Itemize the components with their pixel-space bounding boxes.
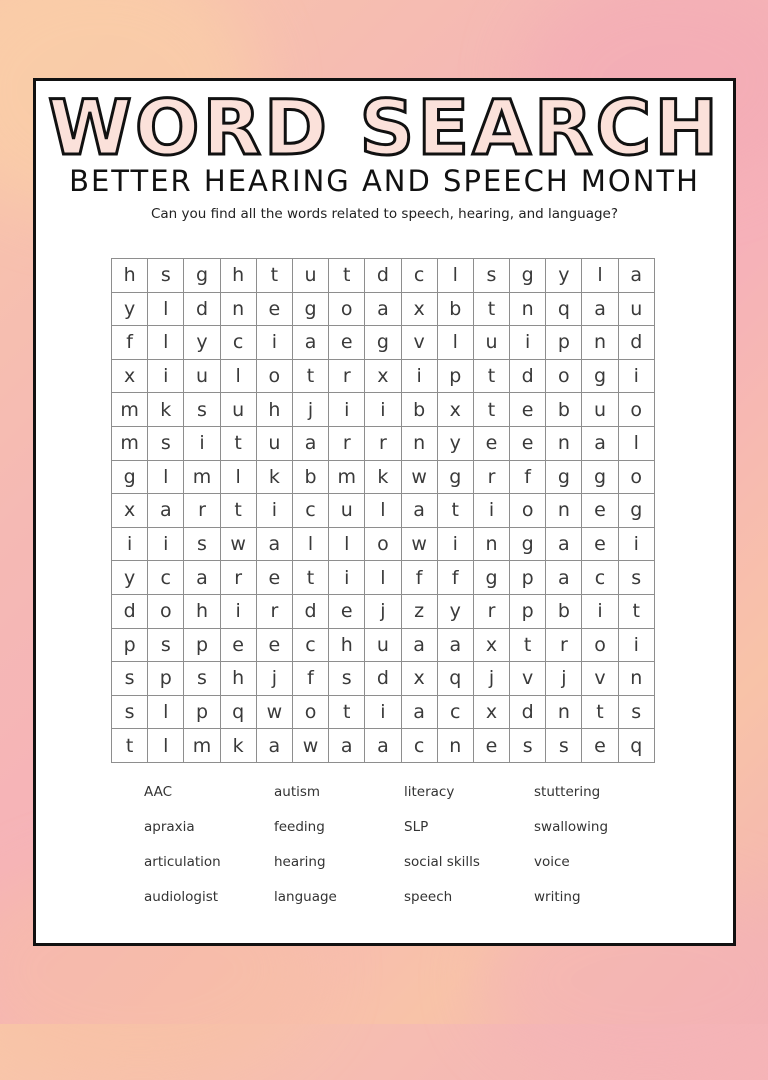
grid-cell[interactable]: p <box>437 359 473 393</box>
grid-cell[interactable]: r <box>329 359 365 393</box>
grid-cell[interactable]: m <box>112 426 148 460</box>
grid-row <box>112 729 655 763</box>
grid-cell[interactable]: v <box>582 662 618 696</box>
grid-cell[interactable]: e <box>510 426 546 460</box>
letter-grid <box>111 258 655 763</box>
grid-cell[interactable]: t <box>329 695 365 729</box>
grid-cell[interactable]: f <box>112 326 148 360</box>
grid-row <box>112 393 655 427</box>
grid-cell[interactable]: g <box>112 460 148 494</box>
grid-cell[interactable]: e <box>329 326 365 360</box>
grid-cell[interactable]: a <box>401 695 437 729</box>
grid-cell[interactable]: g <box>292 292 328 326</box>
grid-cell[interactable]: l <box>437 326 473 360</box>
grid-cell[interactable]: g <box>582 359 618 393</box>
grid-cell[interactable]: o <box>292 695 328 729</box>
grid-cell[interactable]: n <box>546 695 582 729</box>
grid-cell[interactable]: i <box>220 594 256 628</box>
word-list <box>144 784 664 924</box>
grid-cell[interactable]: e <box>256 628 292 662</box>
grid-cell[interactable]: h <box>329 628 365 662</box>
grid-cell[interactable]: a <box>148 494 184 528</box>
grid-cell[interactable]: m <box>184 729 220 763</box>
grid-cell[interactable]: m <box>112 393 148 427</box>
grid-cell[interactable]: l <box>148 460 184 494</box>
grid-cell[interactable]: u <box>256 426 292 460</box>
grid-cell[interactable]: i <box>148 359 184 393</box>
grid-cell[interactable]: i <box>582 594 618 628</box>
grid-cell[interactable]: i <box>437 527 473 561</box>
grid-row <box>112 628 655 662</box>
grid-cell[interactable]: l <box>148 326 184 360</box>
grid-cell[interactable]: f <box>510 460 546 494</box>
grid-cell[interactable]: s <box>148 426 184 460</box>
grid-cell[interactable]: a <box>401 628 437 662</box>
grid-cell[interactable]: p <box>112 628 148 662</box>
grid-cell[interactable]: b <box>437 292 473 326</box>
grid-cell[interactable]: i <box>618 359 654 393</box>
grid-cell[interactable]: o <box>256 359 292 393</box>
grid-cell[interactable]: s <box>148 628 184 662</box>
grid-cell[interactable]: g <box>618 494 654 528</box>
grid-cell[interactable]: l <box>220 359 256 393</box>
word-list-item: articulation <box>144 854 221 870</box>
grid-cell[interactable]: l <box>365 561 401 595</box>
grid-cell[interactable]: o <box>618 393 654 427</box>
grid-cell[interactable]: a <box>582 292 618 326</box>
grid-cell[interactable]: s <box>618 561 654 595</box>
grid-cell[interactable]: y <box>437 594 473 628</box>
grid-cell[interactable]: c <box>582 561 618 595</box>
grid-cell[interactable]: r <box>473 460 509 494</box>
word-list-item: literacy <box>404 784 455 800</box>
grid-cell[interactable]: v <box>510 662 546 696</box>
grid-cell[interactable]: h <box>220 662 256 696</box>
grid-cell[interactable]: a <box>546 527 582 561</box>
grid-cell[interactable]: l <box>220 460 256 494</box>
grid-cell[interactable]: q <box>220 695 256 729</box>
grid-cell[interactable]: x <box>401 662 437 696</box>
grid-cell[interactable]: c <box>292 494 328 528</box>
grid-cell[interactable]: c <box>401 729 437 763</box>
grid-cell[interactable]: k <box>365 460 401 494</box>
grid-cell[interactable]: j <box>256 662 292 696</box>
instruction-text: Can you find all the words related to speech, hearing, and language? <box>150 206 619 222</box>
grid-cell[interactable]: s <box>473 259 509 293</box>
grid-cell[interactable]: e <box>582 527 618 561</box>
grid-cell[interactable]: a <box>437 628 473 662</box>
grid-cell[interactable]: d <box>365 259 401 293</box>
grid-cell[interactable]: n <box>582 326 618 360</box>
grid-cell[interactable]: t <box>618 594 654 628</box>
grid-cell[interactable]: s <box>112 695 148 729</box>
grid-cell[interactable]: m <box>184 460 220 494</box>
grid-cell[interactable]: j <box>292 393 328 427</box>
grid-cell[interactable]: a <box>256 729 292 763</box>
grid-cell[interactable]: p <box>510 594 546 628</box>
grid-cell[interactable]: g <box>510 259 546 293</box>
grid-cell[interactable]: l <box>365 494 401 528</box>
grid-cell[interactable]: a <box>365 292 401 326</box>
grid-cell[interactable]: o <box>365 527 401 561</box>
grid-cell[interactable]: g <box>473 561 509 595</box>
grid-cell[interactable]: b <box>546 594 582 628</box>
grid-cell[interactable]: h <box>112 259 148 293</box>
grid-cell[interactable]: q <box>546 292 582 326</box>
grid-cell[interactable]: h <box>220 259 256 293</box>
grid-cell[interactable]: s <box>618 695 654 729</box>
grid-cell[interactable]: t <box>112 729 148 763</box>
grid-cell[interactable]: x <box>437 393 473 427</box>
grid-row <box>112 494 655 528</box>
grid-cell[interactable]: c <box>292 628 328 662</box>
grid-cell[interactable]: s <box>184 393 220 427</box>
grid-cell[interactable]: w <box>256 695 292 729</box>
grid-cell[interactable]: t <box>292 359 328 393</box>
grid-cell[interactable]: i <box>329 561 365 595</box>
grid-cell[interactable]: d <box>510 359 546 393</box>
grid-cell[interactable]: d <box>365 662 401 696</box>
grid-row <box>112 259 655 293</box>
grid-cell[interactable]: p <box>546 326 582 360</box>
grid-cell[interactable]: b <box>546 393 582 427</box>
grid-cell[interactable]: k <box>220 729 256 763</box>
grid-cell[interactable]: r <box>184 494 220 528</box>
grid-cell[interactable]: s <box>510 729 546 763</box>
grid-cell[interactable]: y <box>112 292 148 326</box>
grid-cell[interactable]: d <box>112 594 148 628</box>
grid-cell[interactable]: j <box>365 594 401 628</box>
grid-cell[interactable]: p <box>510 561 546 595</box>
grid-cell[interactable]: y <box>546 259 582 293</box>
grid-cell[interactable]: j <box>473 662 509 696</box>
grid-cell[interactable]: l <box>618 426 654 460</box>
grid-cell[interactable]: g <box>546 460 582 494</box>
grid-cell[interactable]: e <box>473 729 509 763</box>
grid-cell[interactable]: x <box>401 292 437 326</box>
grid-cell[interactable]: e <box>329 594 365 628</box>
word-list-item: writing <box>534 889 581 905</box>
grid-cell[interactable]: c <box>220 326 256 360</box>
grid-cell[interactable]: i <box>618 628 654 662</box>
grid-cell[interactable]: h <box>184 594 220 628</box>
grid-cell[interactable]: u <box>473 326 509 360</box>
word-list-item: swallowing <box>534 819 609 835</box>
word-list-item: feeding <box>274 819 325 835</box>
grid-cell[interactable]: u <box>618 292 654 326</box>
grid-cell[interactable]: i <box>329 393 365 427</box>
grid-cell[interactable]: p <box>184 695 220 729</box>
grid-cell[interactable]: a <box>546 561 582 595</box>
grid-cell[interactable]: i <box>401 359 437 393</box>
grid-cell[interactable]: f <box>401 561 437 595</box>
grid-cell[interactable]: u <box>184 359 220 393</box>
word-list-item: stuttering <box>534 784 601 800</box>
word-list-item: AAC <box>144 784 173 800</box>
grid-row <box>112 292 655 326</box>
word-list-item: SLP <box>404 819 429 835</box>
grid-cell[interactable]: b <box>292 460 328 494</box>
grid-cell[interactable]: o <box>582 628 618 662</box>
grid-cell[interactable]: u <box>582 393 618 427</box>
grid-cell[interactable]: a <box>184 561 220 595</box>
grid-cell[interactable]: l <box>148 695 184 729</box>
grid-cell[interactable]: a <box>618 259 654 293</box>
grid-cell[interactable]: p <box>148 662 184 696</box>
grid-cell[interactable]: t <box>292 561 328 595</box>
grid-cell[interactable]: y <box>184 326 220 360</box>
grid-cell[interactable]: d <box>618 326 654 360</box>
word-list-item: voice <box>534 854 570 870</box>
grid-cell[interactable]: g <box>437 460 473 494</box>
grid-cell[interactable]: n <box>401 426 437 460</box>
grid-row <box>112 561 655 595</box>
grid-cell[interactable]: l <box>148 729 184 763</box>
grid-cell[interactable]: u <box>329 494 365 528</box>
grid-row <box>112 662 655 696</box>
grid-cell[interactable]: d <box>184 292 220 326</box>
grid-cell[interactable]: i <box>184 426 220 460</box>
grid-cell[interactable]: a <box>365 729 401 763</box>
grid-cell[interactable]: u <box>365 628 401 662</box>
grid-cell[interactable]: y <box>112 561 148 595</box>
grid-cell[interactable]: a <box>582 426 618 460</box>
grid-cell[interactable]: i <box>256 494 292 528</box>
grid-row <box>112 695 655 729</box>
grid-cell[interactable]: k <box>148 393 184 427</box>
grid-cell[interactable]: y <box>437 426 473 460</box>
grid-cell[interactable]: l <box>292 527 328 561</box>
grid-cell[interactable]: a <box>292 326 328 360</box>
grid-cell[interactable]: x <box>473 695 509 729</box>
grid-cell[interactable]: e <box>256 292 292 326</box>
grid-cell[interactable]: e <box>256 561 292 595</box>
grid-cell[interactable]: n <box>546 426 582 460</box>
grid-cell[interactable]: t <box>220 494 256 528</box>
word-list-item: speech <box>404 889 453 905</box>
grid-cell[interactable]: w <box>292 729 328 763</box>
grid-cell[interactable]: g <box>582 460 618 494</box>
grid-cell[interactable]: i <box>365 695 401 729</box>
word-list-item: hearing <box>274 854 326 870</box>
worksheet <box>33 78 736 946</box>
grid-cell[interactable]: j <box>546 662 582 696</box>
grid-cell[interactable]: u <box>220 393 256 427</box>
grid-cell[interactable]: t <box>437 494 473 528</box>
grid-cell[interactable]: x <box>112 494 148 528</box>
grid-cell[interactable]: b <box>401 393 437 427</box>
grid-cell[interactable]: r <box>329 426 365 460</box>
grid-cell[interactable]: a <box>329 729 365 763</box>
grid-cell[interactable]: n <box>510 292 546 326</box>
grid-cell[interactable]: a <box>256 527 292 561</box>
grid-cell[interactable]: r <box>473 594 509 628</box>
grid-cell[interactable]: i <box>618 527 654 561</box>
grid-cell[interactable]: h <box>256 393 292 427</box>
grid-cell[interactable]: x <box>112 359 148 393</box>
grid-cell[interactable]: n <box>220 292 256 326</box>
grid-cell[interactable]: r <box>220 561 256 595</box>
grid-cell[interactable]: d <box>510 695 546 729</box>
grid-cell[interactable]: p <box>184 628 220 662</box>
grid-cell[interactable]: g <box>365 326 401 360</box>
grid-cell[interactable]: f <box>437 561 473 595</box>
grid-cell[interactable]: o <box>510 494 546 528</box>
grid-cell[interactable]: o <box>148 594 184 628</box>
grid-cell[interactable]: i <box>510 326 546 360</box>
grid-cell[interactable]: n <box>473 527 509 561</box>
grid-cell[interactable]: x <box>365 359 401 393</box>
grid-cell[interactable]: l <box>582 259 618 293</box>
grid-cell[interactable]: s <box>184 662 220 696</box>
grid-cell[interactable]: n <box>546 494 582 528</box>
grid-cell[interactable]: s <box>112 662 148 696</box>
grid-cell[interactable]: i <box>365 393 401 427</box>
grid-cell[interactable]: q <box>437 662 473 696</box>
grid-cell[interactable]: w <box>220 527 256 561</box>
grid-cell[interactable]: o <box>546 359 582 393</box>
grid-cell[interactable]: c <box>401 259 437 293</box>
grid-cell[interactable]: i <box>148 527 184 561</box>
grid-cell[interactable]: l <box>437 259 473 293</box>
grid-row <box>112 460 655 494</box>
page-title: WORD SEARCH <box>48 83 721 172</box>
grid-row <box>112 527 655 561</box>
grid-cell[interactable]: e <box>473 426 509 460</box>
grid-cell[interactable]: g <box>184 259 220 293</box>
word-list-item: social skills <box>404 854 480 870</box>
grid-cell[interactable]: s <box>329 662 365 696</box>
grid-cell[interactable]: a <box>401 494 437 528</box>
grid-cell[interactable]: i <box>473 494 509 528</box>
grid-cell[interactable]: a <box>292 426 328 460</box>
grid-cell[interactable]: m <box>329 460 365 494</box>
grid-cell[interactable]: s <box>184 527 220 561</box>
grid-cell[interactable]: l <box>148 292 184 326</box>
grid-cell[interactable]: g <box>510 527 546 561</box>
grid-cell[interactable]: v <box>401 326 437 360</box>
grid-cell[interactable]: u <box>292 259 328 293</box>
grid-cell[interactable]: i <box>256 326 292 360</box>
grid-cell[interactable]: c <box>148 561 184 595</box>
grid-cell[interactable]: z <box>401 594 437 628</box>
grid-cell[interactable]: k <box>256 460 292 494</box>
grid-cell[interactable]: q <box>618 729 654 763</box>
word-list-item: language <box>274 889 337 905</box>
grid-cell[interactable]: s <box>148 259 184 293</box>
word-list-item: audiologist <box>144 889 219 905</box>
grid-cell[interactable]: w <box>401 460 437 494</box>
grid-cell[interactable]: t <box>473 292 509 326</box>
grid-cell[interactable]: n <box>437 729 473 763</box>
grid-cell[interactable]: w <box>401 527 437 561</box>
word-list-item: apraxia <box>144 819 195 835</box>
grid-cell[interactable]: t <box>510 628 546 662</box>
grid-cell[interactable]: e <box>582 494 618 528</box>
grid-cell[interactable]: t <box>220 426 256 460</box>
word-list-item: autism <box>274 784 321 800</box>
grid-cell[interactable]: r <box>365 426 401 460</box>
grid-cell[interactable]: n <box>618 662 654 696</box>
grid-cell[interactable]: d <box>292 594 328 628</box>
grid-cell[interactable]: t <box>329 259 365 293</box>
grid-cell[interactable]: t <box>473 359 509 393</box>
grid-cell[interactable]: l <box>329 527 365 561</box>
grid-cell[interactable]: o <box>618 460 654 494</box>
grid-cell[interactable]: o <box>329 292 365 326</box>
grid-row <box>112 326 655 360</box>
grid-row <box>112 594 655 628</box>
grid-cell[interactable]: e <box>582 729 618 763</box>
grid-cell[interactable]: x <box>473 628 509 662</box>
page-subtitle: BETTER HEARING AND SPEECH MONTH <box>69 164 700 198</box>
grid-cell[interactable]: i <box>112 527 148 561</box>
grid-row <box>112 426 655 460</box>
grid-cell[interactable]: e <box>220 628 256 662</box>
grid-cell[interactable]: f <box>292 662 328 696</box>
grid-cell[interactable]: t <box>582 695 618 729</box>
grid-cell[interactable]: r <box>256 594 292 628</box>
grid-cell[interactable]: c <box>437 695 473 729</box>
grid-cell[interactable]: r <box>546 628 582 662</box>
grid-cell[interactable]: t <box>256 259 292 293</box>
grid-cell[interactable]: t <box>473 393 509 427</box>
grid-cell[interactable]: e <box>510 393 546 427</box>
grid-row <box>112 359 655 393</box>
grid-cell[interactable]: s <box>546 729 582 763</box>
